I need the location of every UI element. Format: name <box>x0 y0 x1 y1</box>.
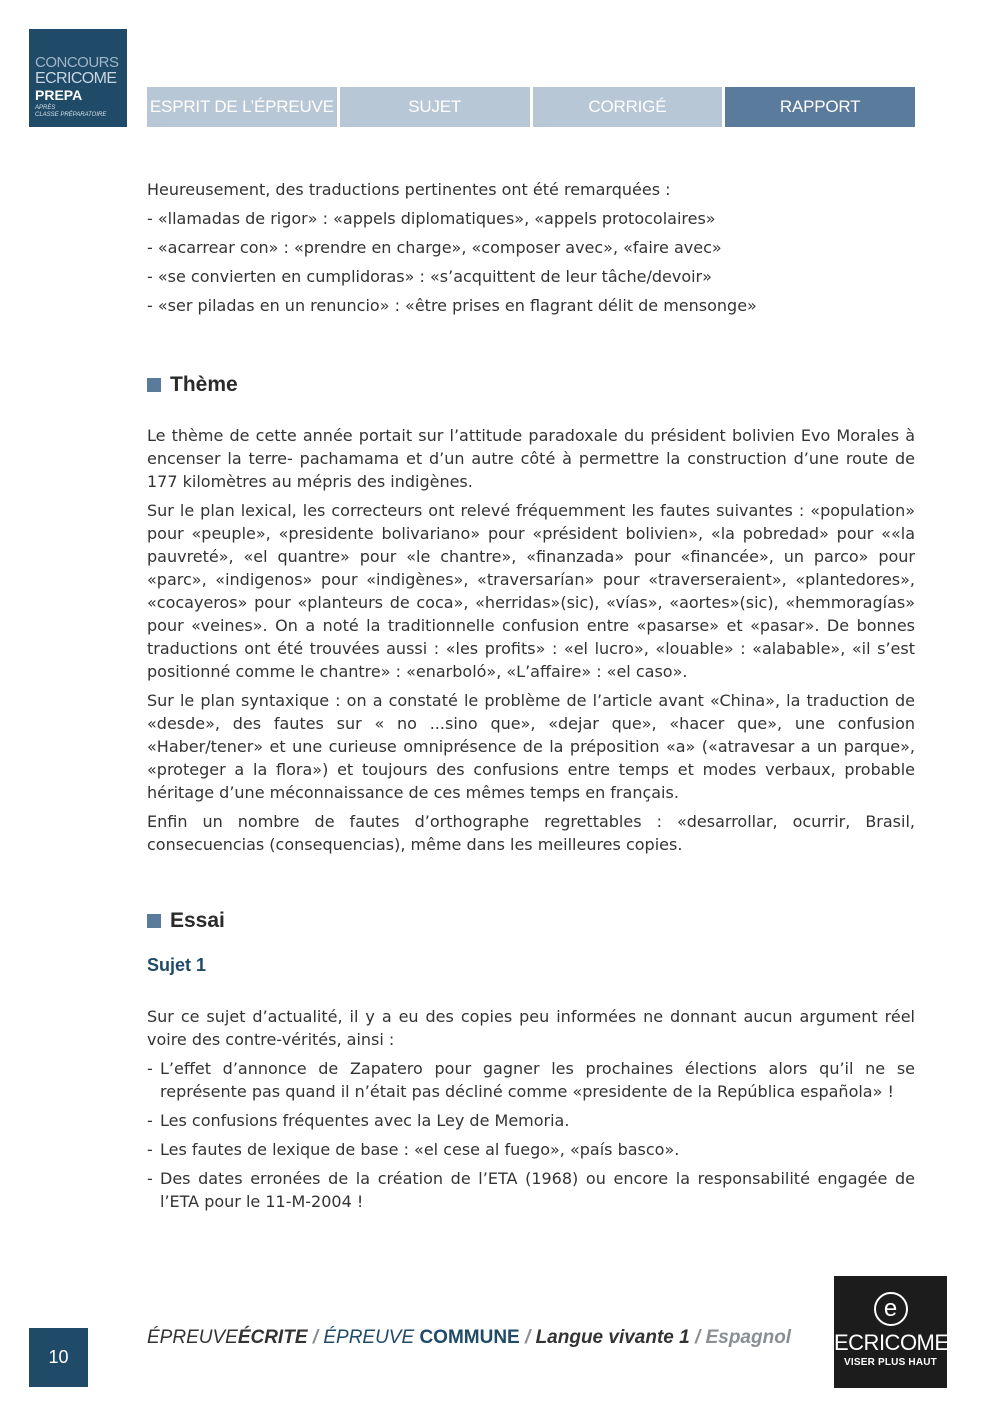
intro-list <box>147 207 915 317</box>
square-bullet-icon <box>147 914 161 928</box>
list-item: - «acarrear con» : «prendre en charge», «composer avec», «faire avec» <box>147 238 722 257</box>
footer-commune: COMMUNE <box>419 1327 520 1348</box>
brand-tagline: VISER PLUS HAUT <box>843 1357 937 1368</box>
footer-epreuve2: ÉPREUVE <box>323 1327 415 1348</box>
footer-sep: / <box>525 1327 531 1348</box>
list-item: - «ser piladas en un renuncio» : «être prises en flagrant délit de mensonge» <box>147 296 757 315</box>
logo-line-ecricome: ECRICOME <box>35 70 117 87</box>
footer-epreuve: ÉPREUVE <box>147 1327 238 1348</box>
theme-paragraph: Sur le plan lexical, les correcteurs ont relevé fréquemment les fautes suivantes : «population» pour «peuple», «presidente bolivariano» pour «président bolivien», «la pobredad» pour ««la pauvreté», «el quantre» pour «le chantre», «finanzada» pour «financée», un parco» pour «parc», «indigenos» pour «indigènes», «traversarían» pour «traverseraient», «plantedores», «cocayeros» pour «planteurs de coca», «herridas»(sic), «vías», «aortes»(sic), «hemmoragías» pour «veines». On a noté la traditionnelle confusion entre «pasarse» et «pasar». De bonnes traductions ont été trouvées aussi : «les profits» : «el lucro», «louable» : «alabable», «il s’est positionné comme le chantre» : «enarboló», «L’affaire» : «el caso». <box>147 501 915 681</box>
list-item: - Les confusions fréquentes avec la Ley de Memoria. <box>147 1109 915 1132</box>
list-item: - «llamadas de rigor» : «appels diplomatiques», «appels protocolaires» <box>147 209 716 228</box>
list-item: - Les fautes de lexique de base : «el cese al fuego», «país basco». <box>147 1138 915 1161</box>
brand-name: ECRICOME <box>834 1330 949 1355</box>
theme-paragraph: Enfin un nombre de fautes d’orthographe regrettables : «desarrollar, ocurrir, Brasil, consecuencias (consequencias), même dans les meilleures copies. <box>147 812 915 854</box>
list-item: - «se convierten en cumplidoras» : «s’acquittent de leur tâche/devoir» <box>147 267 712 286</box>
tab-corrige[interactable]: CORRIGÉ <box>533 87 723 127</box>
list-item: - Des dates erronées de la création de l’ETA (1968) ou encore la responsabilité engagée de l’ETA pour le 11-M-2004 ! <box>147 1167 915 1213</box>
tab-sujet[interactable]: SUJET <box>340 87 530 127</box>
section-tabs <box>147 87 915 127</box>
square-bullet-icon <box>147 378 161 392</box>
tab-esprit[interactable]: ESPRIT DE L’ÉPREUVE <box>147 87 337 127</box>
logo-apres: APRÈS <box>35 105 56 111</box>
footer-sep: / <box>695 1327 701 1348</box>
footer-ecrite: ÉCRITE <box>237 1327 308 1348</box>
logo-line-apres <box>35 105 127 118</box>
brand-glyph: e <box>883 1295 898 1322</box>
theme-paragraph: Sur le plan syntaxique : on a constaté le problème de l’article avant «China», la traduction de «desde», des fautes sur « no ...sino que», «dejar que», «hacer que», une confusion «Haber/tener» et une curieuse omniprésence de la préposition «a» («atravesar a un parque», «proteger a la flora») et toujours des confusions entre temps et modes verbaux, probable héritage d’une méconnaissance de ces mêmes temps en français. <box>147 691 915 802</box>
essai-subtitle: Sujet 1 <box>147 955 207 975</box>
footer-langue: Langue vivante 1 <box>535 1327 690 1348</box>
logo-line-prepa: PREPA <box>35 87 83 103</box>
essai-title: Essai <box>170 909 225 932</box>
theme-paragraph: Le thème de cette année portait sur l’attitude paradoxale du président bolivien Evo Morales à encenser la terre- pachamama et d’un autre côté à permettre la construction d’une route de 177 kilomètres au mépris des indigènes. <box>147 426 915 491</box>
theme-title: Thème <box>170 373 238 396</box>
main-content <box>147 178 915 1219</box>
tab-rapport[interactable]: RAPPORT <box>725 87 915 127</box>
ecricome-brand-logo <box>834 1276 947 1388</box>
essai-lead: Sur ce sujet d’actualité, il y a eu des copies peu informées ne donnant aucun argument réel voire des contre-vérités, ainsi : <box>147 1007 915 1049</box>
ecricome-e-icon <box>874 1292 908 1326</box>
list-item: - L’effet d’annonce de Zapatero pour gagner les prochaines élections alors qu’il ne se représente pas quand il n’était pas décliné comme «presidente de la República española» ! <box>147 1057 915 1103</box>
essai-heading <box>147 909 915 932</box>
logo-classe: CLASSE PRÉPARATOIRE <box>35 111 107 118</box>
footer-sep: / <box>312 1327 319 1348</box>
concours-logo <box>29 29 127 127</box>
logo-line-concours: CONCOURS <box>35 54 119 71</box>
theme-heading <box>147 373 915 396</box>
footer-espagnol: Espagnol <box>705 1327 792 1348</box>
footer-caption <box>147 1327 791 1349</box>
essai-list <box>147 1057 915 1213</box>
page-number: 10 <box>29 1328 88 1387</box>
intro-lead: Heureusement, des traductions pertinentes ont été remarquées : <box>147 180 671 199</box>
